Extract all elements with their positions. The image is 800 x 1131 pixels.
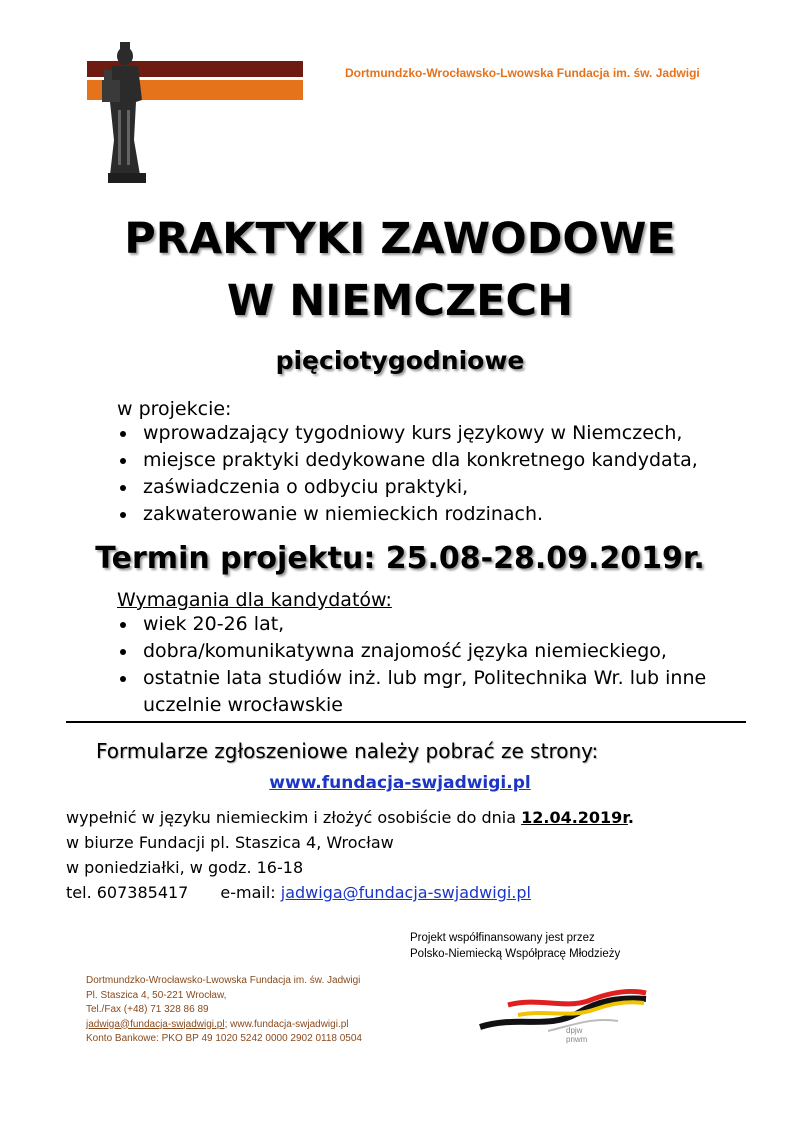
office-hours: w poniedziałki, w godz. 16-18 xyxy=(66,858,304,877)
project-list xyxy=(117,420,698,528)
forms-heading: Formularze zgłoszeniowe należy pobrać ze strony: xyxy=(96,739,599,763)
pnwm-logo-label: dpjw pnwm xyxy=(566,1026,588,1044)
requirements-list xyxy=(117,611,737,719)
requirements-section xyxy=(117,589,737,719)
footer-address: Dortmundzko-Wrocławsko-Lwowska Fundacja im. św. Jadwigi Pl. Staszica 4, 50-221 Wrocław, Tel./Fax (+48) 71 328 86 89 jadwiga@fundacja-swjadwigi.pl; www.fundacja-swjadwigi.pl Konto Bankowe: PKO BP 49 1020 5242 0000 2902 0118 0504 xyxy=(86,975,362,1044)
website-link[interactable]: www.fundacja-swjadwigi.pl xyxy=(269,773,531,793)
list-item: zakwaterowanie w niemieckich rodzinach. xyxy=(117,501,698,528)
submission-info xyxy=(66,805,634,905)
requirements-heading: Wymagania dla kandydatów: xyxy=(117,589,392,611)
page-title-line2: W NIEMCZECH xyxy=(226,276,574,326)
email-link[interactable]: jadwiga@fundacja-swjadwigi.pl xyxy=(280,883,531,902)
saint-statue-icon xyxy=(96,40,154,190)
project-heading: w projekcie: xyxy=(117,398,232,420)
list-item: miejsce praktyki dedykowane dla konkretnego kandydata, xyxy=(117,447,698,474)
list-item: zaświadczenia o odbyciu praktyki, xyxy=(117,474,698,501)
project-term: Termin projektu: 25.08-28.09.2019r. xyxy=(95,541,705,576)
page-subtitle: pięciotygodniowe xyxy=(275,346,525,375)
list-item: dobra/komunikatywna znajomość języka niemieckiego, xyxy=(117,638,737,665)
list-item: wprowadzający tygodniowy kurs językowy w Niemczech, xyxy=(117,420,698,447)
phone: tel. 607385417 xyxy=(66,883,189,902)
office-address: w biurze Fundacji pl. Staszica 4, Wrocław xyxy=(66,833,394,852)
header-foundation-name: Dortmundzko-Wrocławsko-Lwowska Fundacja im. św. Jadwigi xyxy=(345,66,700,80)
project-section xyxy=(117,398,698,528)
contact-line: tel. 607385417 e-mail: jadwiga@fundacja-swjadwigi.pl xyxy=(66,883,531,902)
page-title-line1: PRAKTYKI ZAWODOWE xyxy=(124,214,676,264)
pnwm-logo-icon xyxy=(478,975,648,1045)
list-item: wiek 20-26 lat, xyxy=(117,611,737,638)
cofunding-note: Projekt współfinansowany jest przez Polsko-Niemiecką Współpracę Młodzieży xyxy=(410,932,621,960)
list-item: ostatnie lata studiów inż. lub mgr, Politechnika Wr. lub inne uczelnie wrocławskie xyxy=(117,665,737,719)
submission-line: wypełnić w języku niemieckim i złożyć osobiście do dnia 12.04.2019r. xyxy=(66,808,634,827)
deadline-date: 12.04.2019r xyxy=(521,808,628,827)
footer-email-link[interactable]: jadwiga@fundacja-swjadwigi.pl xyxy=(86,1018,225,1030)
divider xyxy=(66,721,746,723)
